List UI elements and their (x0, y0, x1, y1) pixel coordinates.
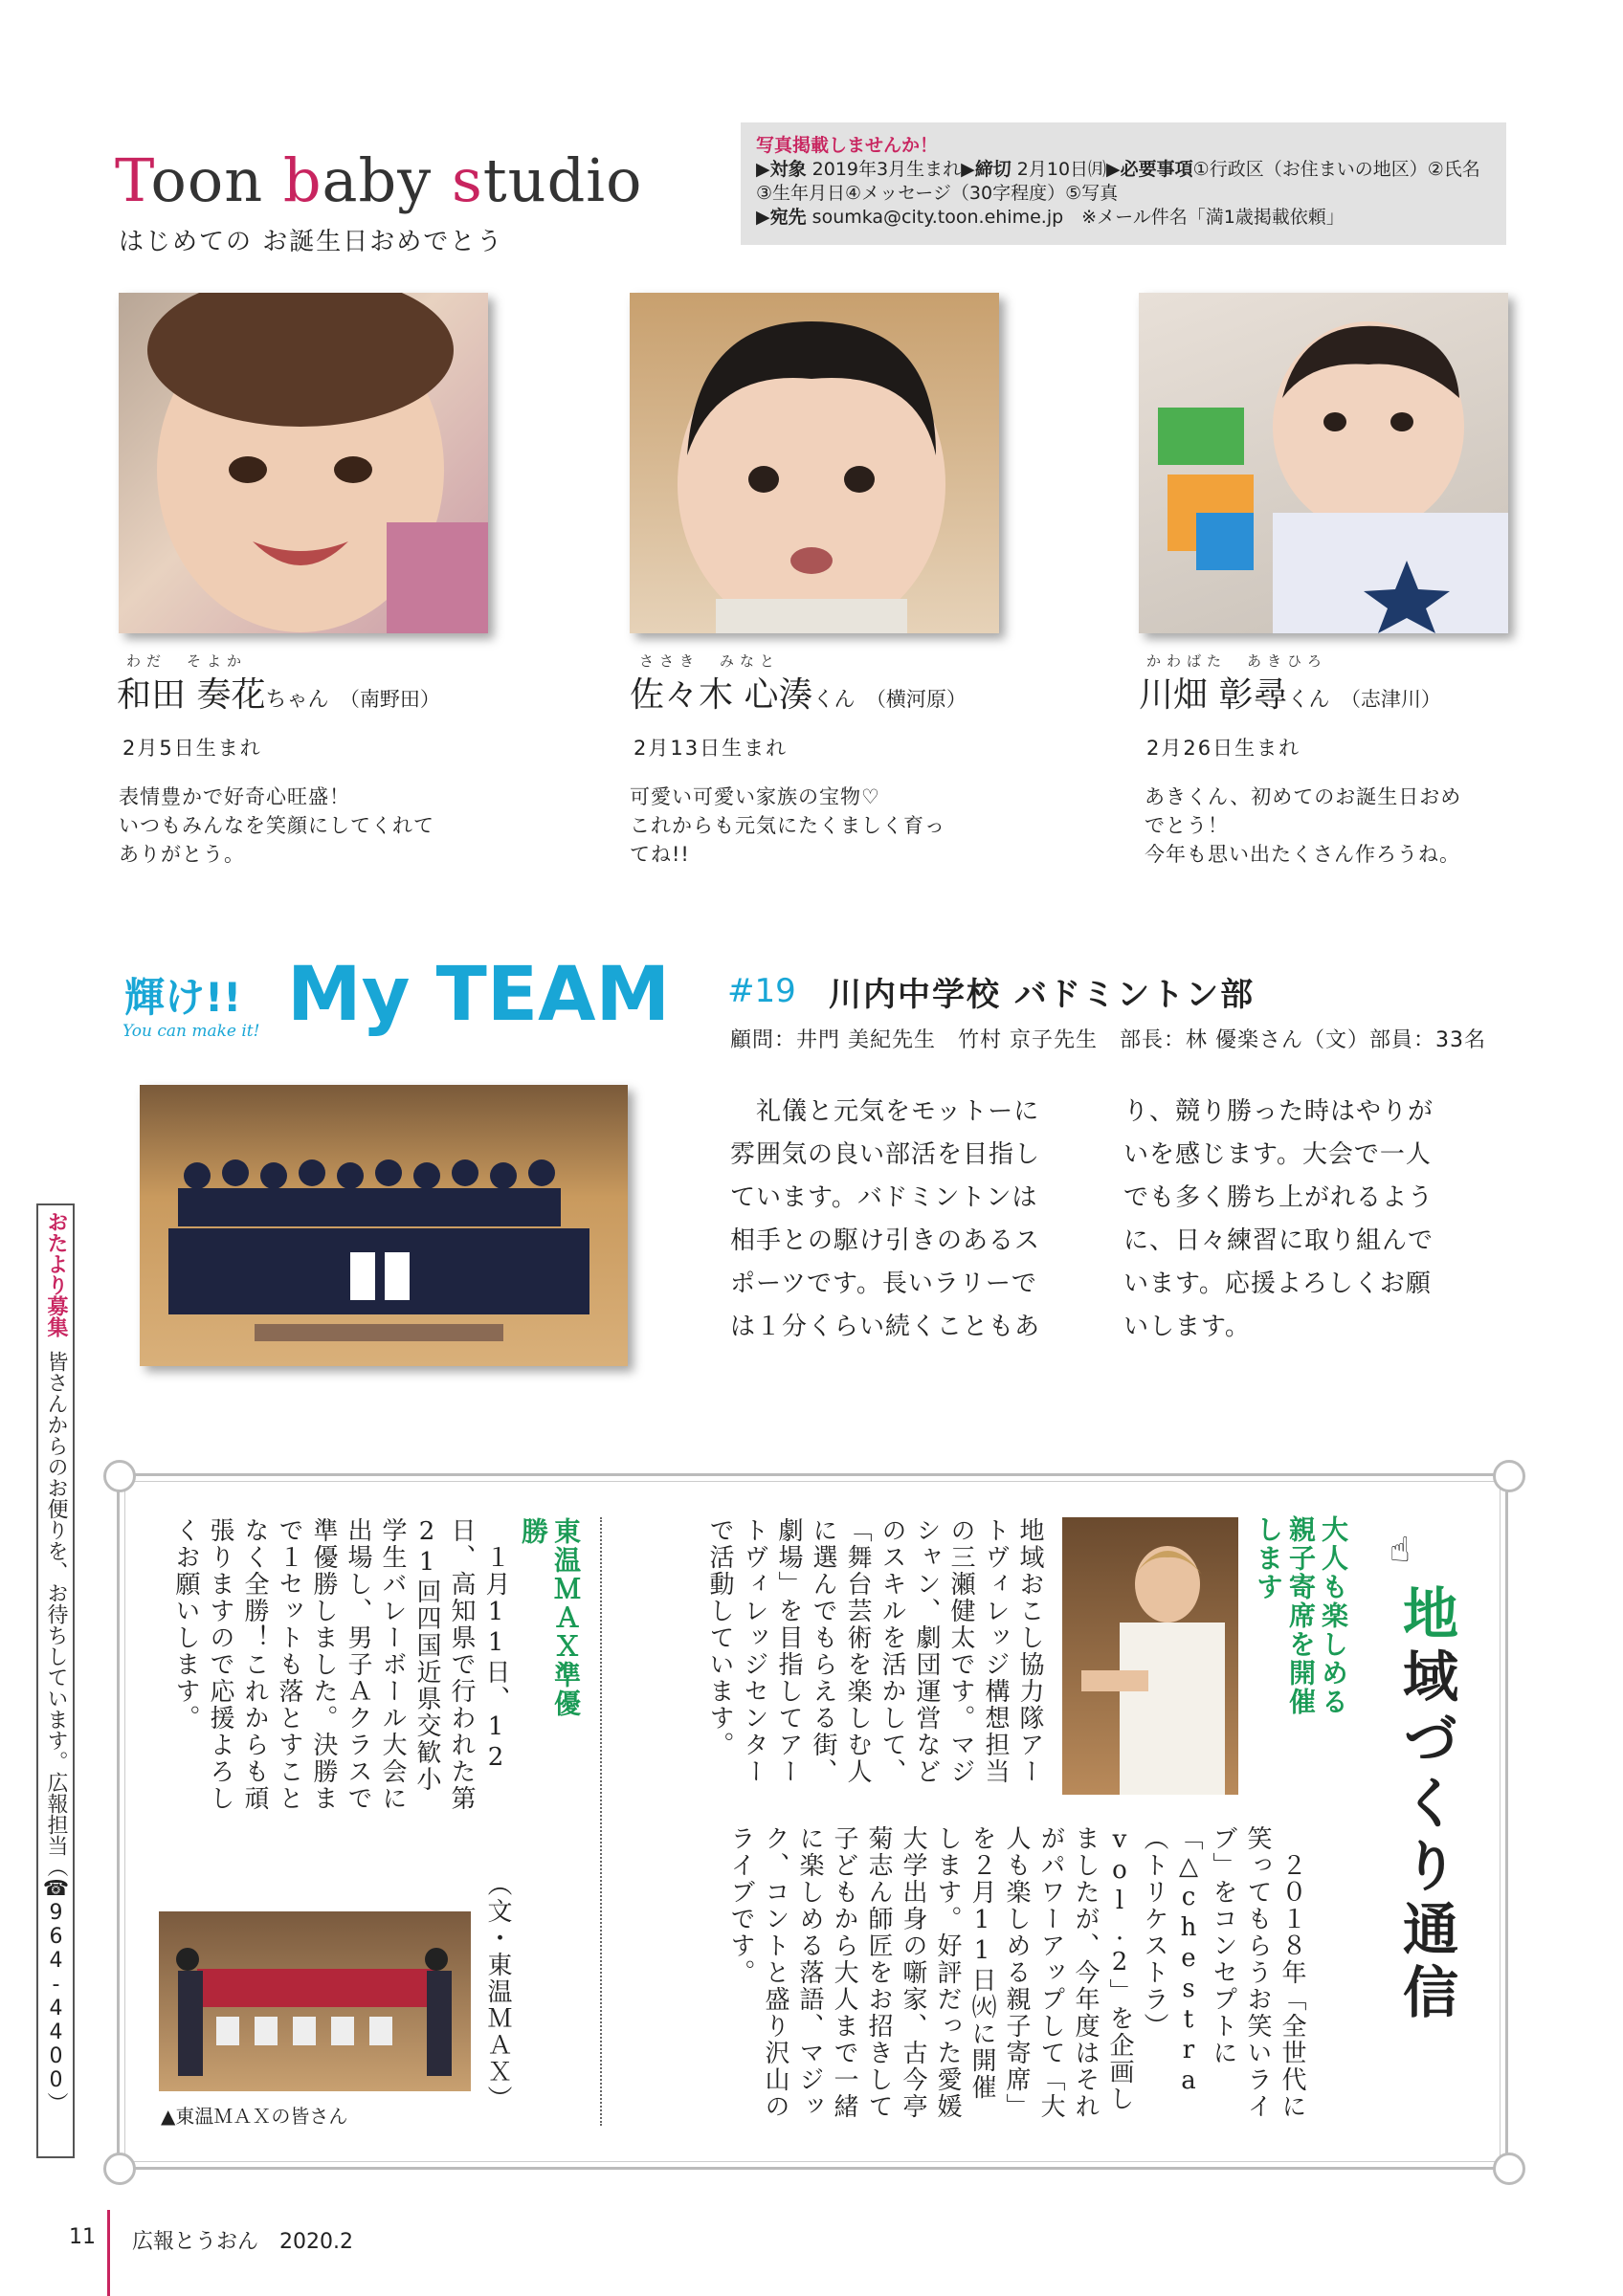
baby-name-text: 佐々木 心湊 (630, 675, 813, 715)
team-body-col2: り、競り勝った時はやりが いを感じます。大会で一人 でも多く勝ち上がれるよう に、日々練習に取り組んで います。応援よろしくお願 いします。 (1123, 1097, 1434, 1341)
title-part: tudio (482, 145, 643, 215)
title-part: s (451, 145, 483, 215)
baby-name-text: 川畑 彰尋 (1139, 675, 1288, 715)
max-body: １月11日、12日、高知県で行われた第21回四国近県交歓小学生バレーボール大会に出場し、男子Ａクラスで準優勝しました。決勝まで１セットも落とすことなく全勝！これからも頑張りますので応援よろしくお願いします。 (171, 1517, 510, 1812)
page-subtitle: はじめての お誕生日おめでとう (119, 228, 504, 256)
letters-side-tab (36, 1203, 75, 2158)
name-ruby: ささき みなと (639, 652, 781, 670)
info-address (756, 206, 1491, 230)
max-credit: （文・東温ＭＡＸ） (483, 1871, 512, 2112)
team-badge: 輝け!! (124, 974, 242, 1021)
info-label: ▶宛先 (756, 207, 807, 228)
publication-title: 広報とうおん 2020.2 (132, 2230, 353, 2254)
title-part: b (282, 145, 322, 215)
page-number: 11 (69, 2225, 96, 2249)
name-suffix: くん (812, 688, 856, 712)
chiiki-heading: 大人も楽しめる親子寄席を開催します (1253, 1515, 1349, 1716)
box-corner (103, 2152, 136, 2185)
chiiki-section-title (1386, 1584, 1466, 2120)
baby-name (1139, 668, 1441, 717)
info-value: soumka@city.toon.ehime.jp ※メール件名「満1歳掲載依頼」 (806, 207, 1345, 228)
info-box (741, 122, 1506, 245)
baby-message: 表情豊かで好奇心旺盛！ いつもみんなを笑顔にしてくれて ありがとう。 (119, 785, 434, 866)
baby-photo (119, 293, 488, 633)
hand-pointer-icon: ☝ (1390, 1531, 1411, 1570)
name-ruby: わだ そよか (126, 652, 248, 670)
info-label: ▶対象 (756, 159, 807, 180)
baby-birthdate: 2月13日生まれ (634, 737, 789, 760)
baby-name-text: 和田 奏花 (117, 675, 266, 715)
team-photo (140, 1085, 628, 1366)
info-label: ▶必要事項 (1106, 159, 1193, 180)
info-label: ▶締切 (961, 159, 1012, 180)
info-value: 2019年3月生まれ (806, 159, 962, 180)
baby-birthdate: 2月26日生まれ (1146, 737, 1301, 760)
baby-photo (630, 293, 999, 633)
title-part: aby (322, 145, 452, 215)
info-text (756, 158, 1491, 206)
name-suffix: ちゃん (265, 688, 329, 712)
baby-name (630, 668, 967, 717)
baby-birthdate: 2月5日生まれ (122, 737, 262, 760)
team-tagline: You can make it! (122, 1022, 260, 1041)
box-corner (1493, 1460, 1525, 1492)
chiiki-body-a: 地域おこし協力隊アートヴィレッジ構想担当の三瀬健太です。マジシャン、劇団運営などのスキルを活かして、「舞台芸術を楽しむ人に選んでもらえる街、劇場」を目指してアートヴィレッジセンターで活動しています。 (705, 1517, 1044, 1785)
team-members: 顧問：井門 美紀先生 竹村 京子先生 部長：林 優楽さん（文）部員：33名 (730, 1028, 1486, 1052)
chiiki-body-b: ２０１８年「全世代に笑ってもらうお笑いライブ」をコンセプトに「△chestra（トリケストラ）vol.2」を企画しましたが、今年度はそれがパワーアップして「大人も楽しめる親子寄席」を２月11日㈫に開催します。好評だった愛媛大学出身の噺家、古今亭菊志ん師匠をお招きして子どもから大人まで一緒に楽しめる落語、マジック、コントと盛り沢山のライブです。 (726, 1825, 1306, 2120)
baby-name (117, 668, 440, 717)
title-part: oon (150, 145, 283, 215)
max-heading: 東温ＭＡＸ準優勝 (518, 1517, 582, 1718)
name-ruby: かわばた あきひろ (1146, 652, 1328, 670)
baby-message: 可愛い可愛い家族の宝物♡ これからも元気にたくましく育っ てね!! (630, 785, 945, 866)
name-suffix: くん (1287, 688, 1330, 712)
max-photo-caption: ▲東温ＭＡＸの皆さん (161, 2105, 348, 2128)
baby-location: （南野田） (339, 688, 440, 711)
max-photo (159, 1911, 471, 2091)
info-value: ①行政区（お住まいの地区）②氏名③生年月日④メッセージ（30字程度）⑤写真 (756, 159, 1480, 204)
title-green: 地 (1393, 1584, 1458, 1647)
page-title (115, 145, 642, 215)
footer-divider (107, 2210, 110, 2296)
team-section-title: My TEAM (287, 952, 671, 1038)
team-number: #19 (727, 972, 796, 1010)
baby-message: あきくん、初めてのお誕生日おめ でとう！ 今年も思い出たくさん作ろうね。 (1145, 785, 1462, 866)
team-school: 川内中学校 バドミントン部 (829, 976, 1256, 1014)
column-divider (600, 1517, 602, 2126)
team-body-col1: 礼儀と元気をモットーに 雰囲気の良い部活を目指し ています。バドミントンは 相手との駆け引きのあるス ポーツです。長いラリーで は１分くらい続くこともあ (730, 1097, 1041, 1341)
side-tab-text: 皆さんからのお便りを、お待ちしています。広報担当（☎964-4400） (44, 1351, 68, 2113)
title-rest: 域づくり通信 (1393, 1647, 1458, 2026)
title-part: T (115, 145, 151, 215)
baby-location: （志津川） (1340, 688, 1441, 711)
baby-photo (1139, 293, 1508, 633)
baby-location: （横河原） (865, 688, 967, 711)
box-corner (1493, 2152, 1525, 2185)
info-value: 2月10日㈪ (1011, 159, 1107, 180)
info-heading: 写真掲載しませんか！ (756, 135, 939, 156)
staff-photo (1062, 1517, 1238, 1795)
box-corner (103, 1460, 136, 1492)
side-tab-label: おたより募集 (44, 1211, 68, 1337)
